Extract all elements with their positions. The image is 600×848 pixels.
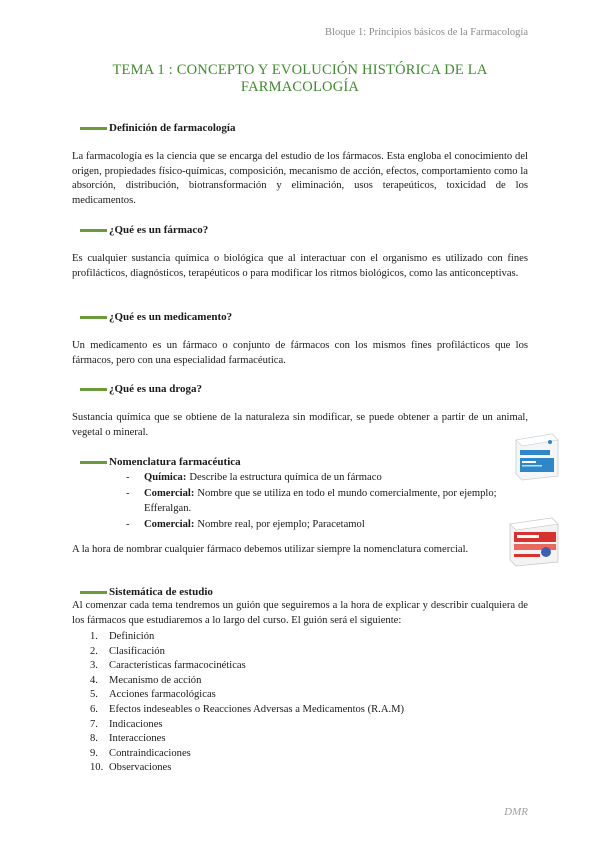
list-item: 8. Interacciones [90, 733, 166, 745]
term-quimica: Química: [144, 472, 187, 483]
title-line-1: TEMA 1 : CONCEPTO Y EVOLUCIÓN HISTÓRICA DE LA [112, 62, 488, 78]
list-item: 1. Definición [90, 631, 155, 642]
list-item: - Comercial: Nombre que se utiliza en todo el mundo comercialmente, por ejemplo; Efferalgan. [126, 488, 497, 514]
term-comercial: Comercial: [144, 488, 195, 500]
paragraph-sistematica: Al comenzar cada tema tendremos un guión que seguiremos a la hora de explicar y describir cualquiera de los fármacos que estudiaremos a lo largo del curso. El guión será el siguiente: [72, 600, 528, 626]
heading-text: ¿Qué es un fármaco? [109, 224, 209, 236]
study-outline-list [90, 630, 510, 776]
list-item: 6. Efectos indeseables o Reacciones Adversas a Medicamentos (R.A.M) [90, 703, 405, 715]
list-item: - Química: Describe la estructura química de un fármaco [126, 472, 382, 483]
list-item: 7. Indicaciones [90, 718, 163, 730]
page-title [72, 62, 528, 96]
heading-text: ¿Qué es una droga? [109, 383, 203, 395]
list-item: 3. Características farmacocinéticas [90, 660, 246, 672]
medicine-box-image-red [506, 514, 562, 570]
page-header: Bloque 1: Principios básicos de la Farmacología [325, 27, 528, 38]
section-heading-farmaco [80, 224, 208, 236]
heading-bar [80, 591, 107, 594]
list-item: 5. Acciones farmacológicas [90, 689, 216, 701]
section-heading-medicamento [80, 311, 232, 323]
heading-text: Nomenclatura farmacéutica [109, 456, 241, 468]
heading-bar [80, 127, 107, 130]
paragraph-medicamento: Un medicamento es un fármaco o conjunto de fármacos con los mismos fines profilácticos que los fármacos, pero con una especialidad farmacéutica. [72, 340, 528, 366]
heading-text: Definición de farmacología [109, 122, 236, 134]
paragraph-nomenclatura: A la hora de nombrar cualquier fármaco debemos utilizar siempre la nomenclatura comercial. [72, 544, 469, 555]
nomenclatura-list [126, 471, 526, 535]
heading-bar [80, 229, 107, 232]
page-footer-initials: DMR [504, 806, 528, 818]
heading-text: Sistemática de estudio [109, 586, 213, 598]
list-item: 10. Observaciones [90, 762, 172, 774]
paragraph-droga: Sustancia química que se obtiene de la naturaleza sin modificar, se puede obtener a partir de un animal, vegetal o mineral. [72, 412, 528, 438]
section-heading-sistematica [80, 586, 213, 598]
list-item: 4. Mecanismo de acción [90, 674, 202, 686]
heading-bar [80, 316, 107, 319]
heading-bar [80, 461, 107, 464]
list-item: - Comercial: Nombre real, por ejemplo; Paracetamol [126, 519, 365, 531]
section-heading-droga [80, 383, 202, 395]
paragraph-definicion: La farmacología es la ciencia que se encarga del estudio de los fármacos. Esta engloba el conocimiento del origen, propiedades físico-químicas, composición, mecanismo de acción, efectos, comportamiento como la absorción, distribución, biotransformación y eliminación, usos terapeúticos, toxicidad de los medicamentos. [72, 151, 528, 206]
heading-bar [80, 388, 107, 391]
term-comercial: Comercial: [144, 519, 195, 531]
paragraph-farmaco: Es cualquier sustancia química o biológica que al interactuar con el organismo es utilizado con fines profilácticos, diagnósticos, terapéuticos o para modificar los ritmos biológicos, como las anticonceptivas. [72, 253, 528, 279]
heading-text: ¿Qué es un medicamento? [109, 311, 233, 323]
list-item: 2. Clasificación [90, 645, 165, 657]
list-item: 9. Contraindicaciones [90, 747, 191, 759]
medicine-box-image-blue [514, 430, 560, 482]
section-heading-definicion [80, 122, 235, 134]
title-line-2: FARMACOLOGÍA [240, 79, 360, 95]
section-heading-nomenclatura [80, 456, 241, 468]
